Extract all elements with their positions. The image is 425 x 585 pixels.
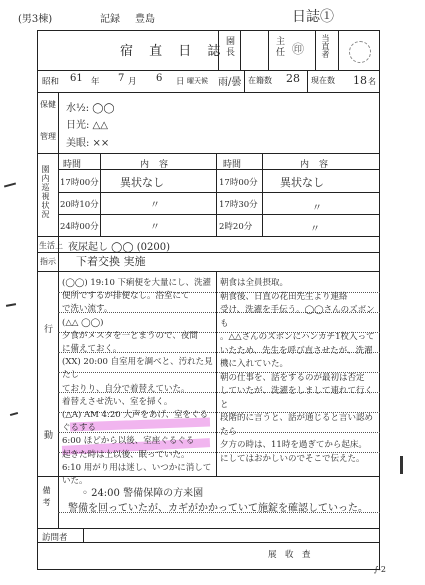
present-value: 18 — [353, 74, 367, 87]
chief-label: 主任 — [274, 36, 284, 58]
patrol-content-header-right: 内容 — [300, 160, 339, 170]
director-label: 園長 — [224, 36, 234, 58]
activity-label-bottom: 動 — [44, 431, 54, 441]
activity-right-line: 。△△さんのズボンにハンカチ1枚入って — [220, 332, 375, 342]
day-unit: 日 — [176, 77, 185, 87]
patrol-left-content-2: 〃 — [150, 200, 160, 211]
month-value: 7 — [118, 73, 125, 84]
patrol-time-header-right: 時間 — [223, 160, 242, 170]
enrolled-value: 28 — [286, 72, 300, 85]
activity-right-line: 朝食は全員摂取。 — [220, 278, 289, 288]
notes-line-1: ◦ 24:00 警備保障の方来園 — [82, 488, 204, 499]
patrol-label: 園内巡視状況 — [41, 165, 50, 219]
activity-left-line: 起きた時は上以後、眠っていた。 — [62, 449, 190, 460]
management-label: 管理 — [40, 132, 56, 141]
activity-left-line: (△△ ◯◯) — [62, 317, 104, 328]
activity-right-block — [220, 277, 378, 466]
era-label: 昭和 — [42, 77, 60, 87]
form-title: 宿 直 日 誌 — [120, 44, 227, 59]
patrol-right-content-1: 異状なし — [280, 176, 324, 189]
activity-left-line: (◯◯) 19:10 下痢便を大量にし、洗濯 — [62, 278, 212, 288]
patrol-content-header-left: 内容 — [140, 160, 179, 170]
duty-stamp-icon — [349, 41, 371, 63]
present-unit: 名 — [368, 77, 376, 86]
life-value: 夜尿起し ◯◯ (0200) — [68, 242, 170, 253]
activity-right-line: 朝の仕事を、話をするのが最初は否定 — [220, 372, 365, 383]
month-unit: 月 — [128, 77, 137, 87]
enrolled-label: 在籍数 — [248, 76, 272, 85]
present-label: 現在数 — [311, 76, 335, 85]
patrol-left-time-1: 17時00分 — [60, 178, 99, 188]
activity-left-line: ておりり、自分で着替えていた。 — [62, 383, 190, 394]
notes-line-2: 警備を回っていたが、カギがかかっていて施錠を確認していった。 — [68, 503, 368, 514]
notes-label: 備考 — [42, 486, 51, 510]
health-label: 保健 — [40, 100, 56, 109]
activity-right-line: いたため、先生を呼び直させたが、洗濯 — [220, 345, 373, 356]
duty-label: 当直者 — [321, 34, 330, 58]
diary-title: 日誌① — [292, 9, 334, 25]
activity-label-top: 行 — [44, 325, 54, 335]
recorder-name: 豊島 — [135, 14, 155, 25]
health-line-2: 日光: △△ — [66, 120, 108, 131]
weekday-weather-label: 曜天候 — [187, 77, 208, 85]
activity-left-line: で洗い流す。 — [62, 304, 113, 315]
review-stamp-label: 展 收 査 — [268, 550, 311, 560]
patrol-right-content-2: 〃 — [312, 203, 322, 214]
patrol-left-time-3: 24時00分 — [60, 222, 99, 232]
patrol-left-time-2: 20時10分 — [60, 200, 99, 210]
health-line-3: 美眼: ×× — [66, 138, 110, 149]
patrol-right-time-1: 17時00分 — [219, 178, 258, 188]
page-number: ∫-2 — [374, 565, 386, 574]
scan-mark — [6, 303, 16, 307]
activity-left-line: 便所でするが排便なし。浴室にて — [62, 291, 190, 302]
patrol-right-content-3: 〃 — [310, 224, 320, 235]
activity-right-line: 受け、洗濯を手伝う。◯◯さんのズボンも — [220, 305, 375, 329]
activity-right-line: 夕方の時は、11時を過ぎてから起床。 — [220, 440, 367, 450]
patrol-left-content-3: 〃 — [150, 222, 160, 233]
activity-left-line: 着替えさせ洗い、室を掃く。 — [62, 396, 173, 407]
scan-mark — [4, 182, 16, 187]
chief-seal: ㊞ — [292, 42, 305, 56]
activity-right-line: 段階的に言うと、話が通じると言い認めたら — [220, 413, 374, 437]
day-value: 6 — [156, 73, 163, 84]
patrol-right-time-2: 17時30分 — [219, 200, 258, 210]
patrol-time-header-left: 時間 — [63, 160, 82, 170]
activity-left-line: 6:00 ほどから以後、室座ぐるぐる — [62, 436, 195, 447]
recorder-label: 記録 — [100, 14, 120, 25]
year-unit: 年 — [91, 77, 100, 87]
instruction-label: 指示 — [40, 257, 56, 266]
year-value: 61 — [70, 73, 83, 84]
activity-right-line: 朝食後、日直の花田先生より連絡 — [220, 291, 348, 302]
activity-right-line: にしてはおかしいのでそこで伝えた。 — [220, 453, 365, 464]
activity-left-line: (△A) AM 4:20 大声をあげ、室をぐるぐるする — [62, 410, 209, 434]
activity-left-line: に備えておく。 — [62, 344, 122, 355]
activity-left-block — [62, 277, 214, 488]
life-label: 生活上 — [39, 241, 63, 250]
patrol-left-content-1: 異状なし — [120, 176, 164, 189]
ward-name: (男3棟) — [18, 14, 53, 25]
patrol-right-time-3: 2時20分 — [219, 222, 253, 232]
scan-mark — [400, 456, 403, 474]
health-line-1: 水½: ◯◯ — [66, 103, 115, 114]
visitor-label: 訪問者 — [42, 533, 68, 543]
scan-mark — [10, 412, 18, 416]
instruction-value: 下着交換 実施 — [76, 255, 146, 268]
activity-left-line: 6:10 用がり用は迷し、いつかに消していた。 — [62, 462, 212, 487]
activity-left-line: 夕食がメスタを一とまうので、夜間 — [62, 330, 198, 341]
activity-right-line: していたが、洗濯をしまして連れて行くと — [220, 386, 374, 410]
activity-left-line: (XX) 20:00 自室用を調べと、汚れた見たし — [62, 357, 213, 381]
activity-right-line: 機に入れていた。 — [220, 359, 289, 369]
weekday-weather-value: 雨/曇 — [218, 77, 242, 88]
